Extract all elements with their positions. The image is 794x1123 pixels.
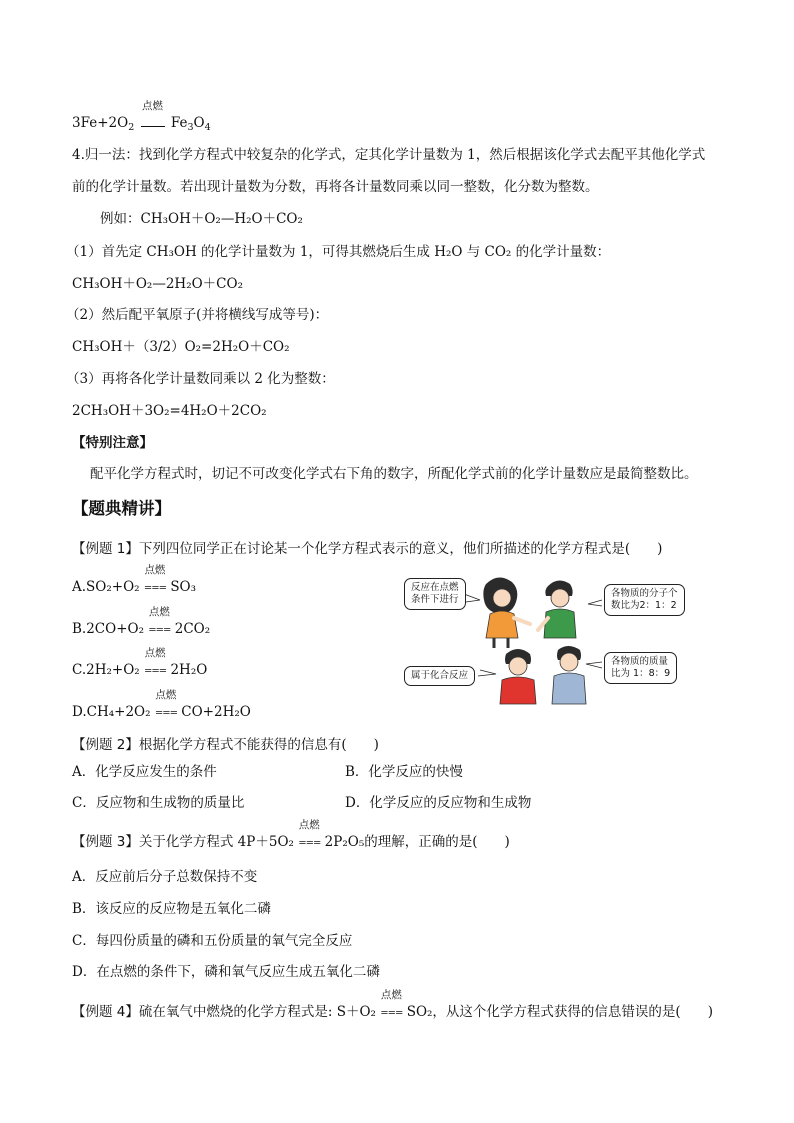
example2-option-a: A．化学反应发生的条件 (72, 764, 217, 780)
subscript: 3 (187, 122, 194, 133)
condition-label: 点燃 (148, 606, 170, 618)
example3-option-c: C．每四份质量的磷和五份质量的氧气完全反应 (72, 933, 353, 949)
option-label: A. (72, 579, 87, 595)
reaction-condition (154, 689, 177, 723)
option-lhs: 2CO+O₂ (86, 621, 144, 637)
condition-label: 点燃 (142, 100, 164, 112)
method4-step2: （2）然后配平氧原子(并将横线写成等号)： (66, 307, 329, 323)
option-lhs: 2H₂+O₂ (86, 662, 140, 678)
example3-option-a: A．反应前后分子总数保持不变 (72, 869, 258, 885)
equals-mark: === (380, 1008, 403, 1019)
example1-question (72, 540, 662, 558)
speech-bubble-condition: 反应在点燃 条件下进行 (404, 578, 466, 610)
speech-bubble-combination: 属于化合反应 (404, 666, 475, 686)
example2-option-c: C．反应物和生成物的质量比 (72, 795, 245, 811)
option-rhs: 2CO₂ (174, 621, 211, 637)
method4-step3: （3）再将各化学计量数同乘以 2 化为整数： (66, 371, 335, 387)
option-rhs: CO+2H₂O (181, 704, 251, 720)
reaction-condition (139, 100, 167, 132)
reaction-condition (143, 564, 167, 598)
condition-label: 点燃 (298, 819, 320, 831)
condition-label: 点燃 (380, 989, 402, 1001)
example2-option-b: B．化学反应的快慢 (345, 764, 463, 780)
equation-lhs: 3Fe+2O (72, 115, 129, 131)
example1-tag: 【例题 1】 (72, 541, 139, 557)
boy-green-figure (538, 580, 576, 638)
section-title: 【题典精讲】 (72, 499, 171, 518)
subscript: 4 (204, 122, 211, 133)
iron-combustion-equation (72, 100, 211, 137)
option-label: B. (72, 621, 87, 637)
example2-question (72, 736, 379, 754)
example4-text-post: SO₂，从这个化学方程式获得的信息错误的是( ) (406, 1004, 713, 1020)
reaction-condition (144, 647, 167, 681)
example1-text: 下列四位同学正在讨论某一个化学方程式表示的意义，他们所描述的化学方程式是( ) (138, 541, 663, 557)
boy-blue-figure (552, 646, 586, 704)
method4-example: 例如：CH₃OH＋O₂—H₂O＋CO₂ (100, 211, 303, 227)
option-lhs: SO₂+O₂ (86, 579, 140, 595)
example1-option-d (72, 689, 251, 723)
special-note-text: 配平化学方程式时，切记不可改变化学式右下角的数字，所配化学式前的化学计量数应是最简整数比。 (90, 466, 698, 482)
method4-step1: （1）首先定 CH₃OH 的化学计量数为 1，可得其燃烧后生成 H₂O 与 CO₂ 的化学计量数： (66, 244, 611, 260)
equation-rhs: Fe (170, 115, 188, 131)
example4-question (72, 989, 713, 1023)
example1-option-a (72, 564, 197, 598)
condition-label: 点燃 (155, 689, 177, 701)
reaction-arrow-line (141, 117, 165, 127)
subscript: 2 (128, 122, 135, 133)
method4-step3-equation: 2CH₃OH＋3O₂=4H₂O＋2CO₂ (72, 403, 267, 419)
boy-red-figure (500, 649, 536, 704)
reaction-condition (148, 606, 171, 640)
condition-label: 点燃 (144, 564, 166, 576)
option-rhs: SO₃ (170, 579, 197, 595)
speech-bubble-molecule-ratio: 各物质的分子个 数比为2：1：2 (604, 584, 685, 616)
example3-text-pre: 关于化学方程式 4P＋5O₂ (138, 834, 294, 850)
example3-tag: 【例题 3】 (72, 834, 139, 850)
example2-text: 根据化学方程式不能获得的信息有( ) (138, 737, 379, 753)
equals-mark: === (144, 666, 167, 677)
method4-line1: 4.归一法：找到化学方程式中较复杂的化学式，定其化学计量数为 1，然后根据该化学式去配平其他化学式 (72, 147, 706, 163)
condition-label: 点燃 (144, 647, 166, 659)
example1-option-c (72, 647, 208, 681)
reaction-condition (380, 989, 403, 1023)
option-rhs: 2H₂O (170, 662, 208, 678)
equals-mark: === (148, 625, 171, 636)
method4-line2: 前的化学计量数。若出现计量数为分数，再将各计量数同乘以同一整数，化分数为整数。 (72, 179, 599, 195)
example4-text-pre: 硫在氧气中燃烧的化学方程式是: S＋O₂ (138, 1004, 376, 1020)
speech-bubble-mass-ratio: 各物质的质量 比为 1：8：9 (604, 652, 677, 684)
girl-figure (483, 577, 530, 648)
example3-option-b: B．该反应的反应物是五氧化二磷 (72, 901, 271, 917)
option-label: D. (72, 704, 87, 720)
example1-option-b (72, 606, 211, 640)
example4-tag: 【例题 4】 (72, 1004, 139, 1020)
equals-mark: === (298, 838, 321, 849)
example3-option-d: D．在点燃的条件下，磷和氧气反应生成五氧化二磷 (72, 964, 380, 980)
method4-step2-equation: CH₃OH＋（3/2）O₂=2H₂O＋CO₂ (72, 339, 290, 355)
equals-mark: === (143, 583, 167, 594)
example3-text-post: 2P₂O₅的理解，正确的是( ) (324, 834, 510, 850)
equation-rhs: O (193, 115, 205, 131)
example2-option-d: D．化学反应的反应物和生成物 (345, 795, 532, 811)
example3-question (72, 819, 510, 853)
equals-mark: === (154, 708, 177, 719)
reaction-condition (298, 819, 321, 853)
option-label: C. (72, 662, 87, 678)
method4-step1-equation: CH₃OH＋O₂—2H₂O＋CO₂ (72, 276, 243, 292)
special-note-title: 【特别注意】 (72, 435, 153, 451)
option-lhs: CH₄+2O₂ (86, 704, 151, 720)
example2-tag: 【例题 2】 (72, 737, 139, 753)
